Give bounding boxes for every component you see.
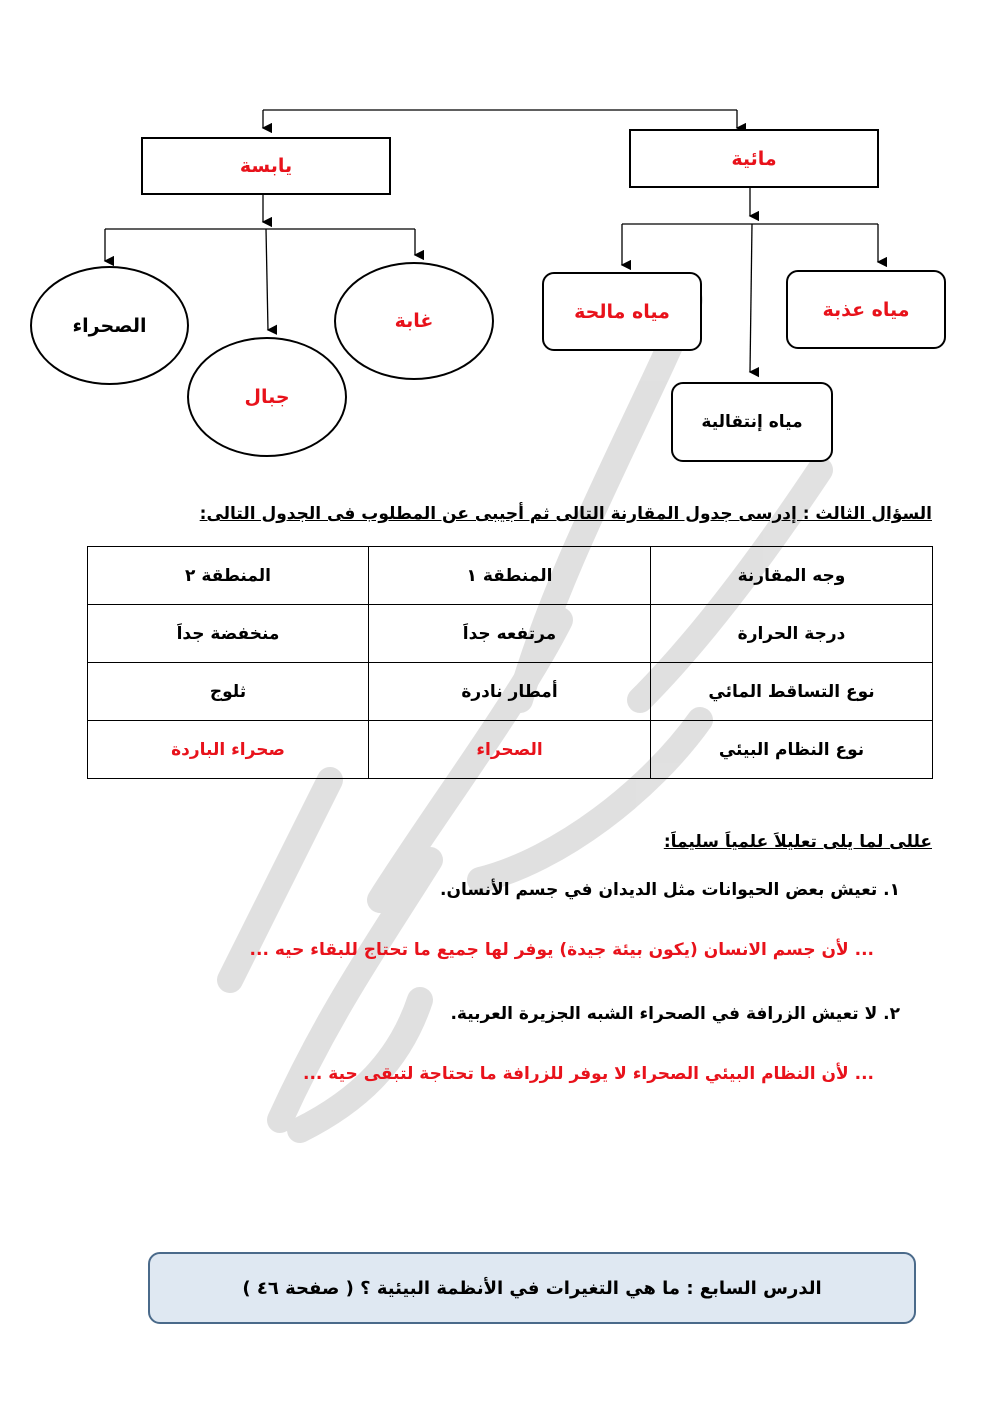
table-row: [88, 663, 933, 721]
explain-heading: عللى لما يلى تعليلاَ علمياَ سليماَ:: [663, 832, 932, 852]
transitional-water-box: مياه إنتقالية: [671, 382, 833, 462]
explain-answer-2: ... لأن النظام البيئي الصحراء لا يوفر للزرافة ما تحتاجة لتبقى حية ...: [302, 1064, 874, 1084]
table-cell-region1: أمطار نادرة: [369, 663, 651, 721]
table-header-cell: وجه المقارنة: [651, 547, 933, 605]
table-row: [88, 605, 933, 663]
table-cell-aspect: نوع التساقط المائي: [651, 663, 933, 721]
explain-question-1: ١. تعيش بعض الحيوانات مثل الديدان في جسم الأنسان.: [440, 880, 900, 900]
table-cell-region1-answer: الصحراء: [369, 721, 651, 779]
land-box: يابسة: [141, 137, 391, 195]
table-header-cell: المنطقة ٢: [88, 547, 369, 605]
explain-answer-1: ... لأن جسم الانسان (يكون بيئة جيدة) يوفر لها جميع ما تحتاج للبقاء حيه ...: [249, 940, 874, 960]
explain-question-2: ٢. لا تعيش الزرافة في الصحراء الشبه الجزيرة العربية.: [450, 1004, 900, 1024]
table-cell-region1: مرتفعه جداَ: [369, 605, 651, 663]
table-cell-region2: ثلوج: [88, 663, 369, 721]
table-header-cell: المنطقة ١: [369, 547, 651, 605]
table-cell-aspect: نوع النظام البيئي: [651, 721, 933, 779]
table-cell-aspect: درجة الحرارة: [651, 605, 933, 663]
diagram-connectors: [0, 0, 992, 480]
desert-oval: الصحراء: [30, 266, 189, 385]
question3-heading: السؤال الثالث : إدرسى جدول المقارنة التالى ثم أجيبى عن المطلوب فى الجدول التالى:: [199, 504, 932, 524]
table-row: [88, 721, 933, 779]
lesson-banner: [148, 1252, 916, 1324]
mountains-oval: جبال: [187, 337, 347, 457]
table-header-row: [88, 547, 933, 605]
table-cell-region2-answer: صحراء الباردة: [88, 721, 369, 779]
lesson-title: الدرس السابع : ما هي التغيرات في الأنظمة البيئية ؟ ( صفحة ٤٦ ): [242, 1277, 822, 1299]
saltwater-box: مياه مالحة: [542, 272, 702, 351]
freshwater-box: مياه عذبة: [786, 270, 946, 349]
water-box: مائية: [629, 129, 879, 188]
table-cell-region2: منخفضة جداَ: [88, 605, 369, 663]
forest-oval: غابة: [334, 262, 494, 380]
comparison-table: [87, 546, 933, 779]
